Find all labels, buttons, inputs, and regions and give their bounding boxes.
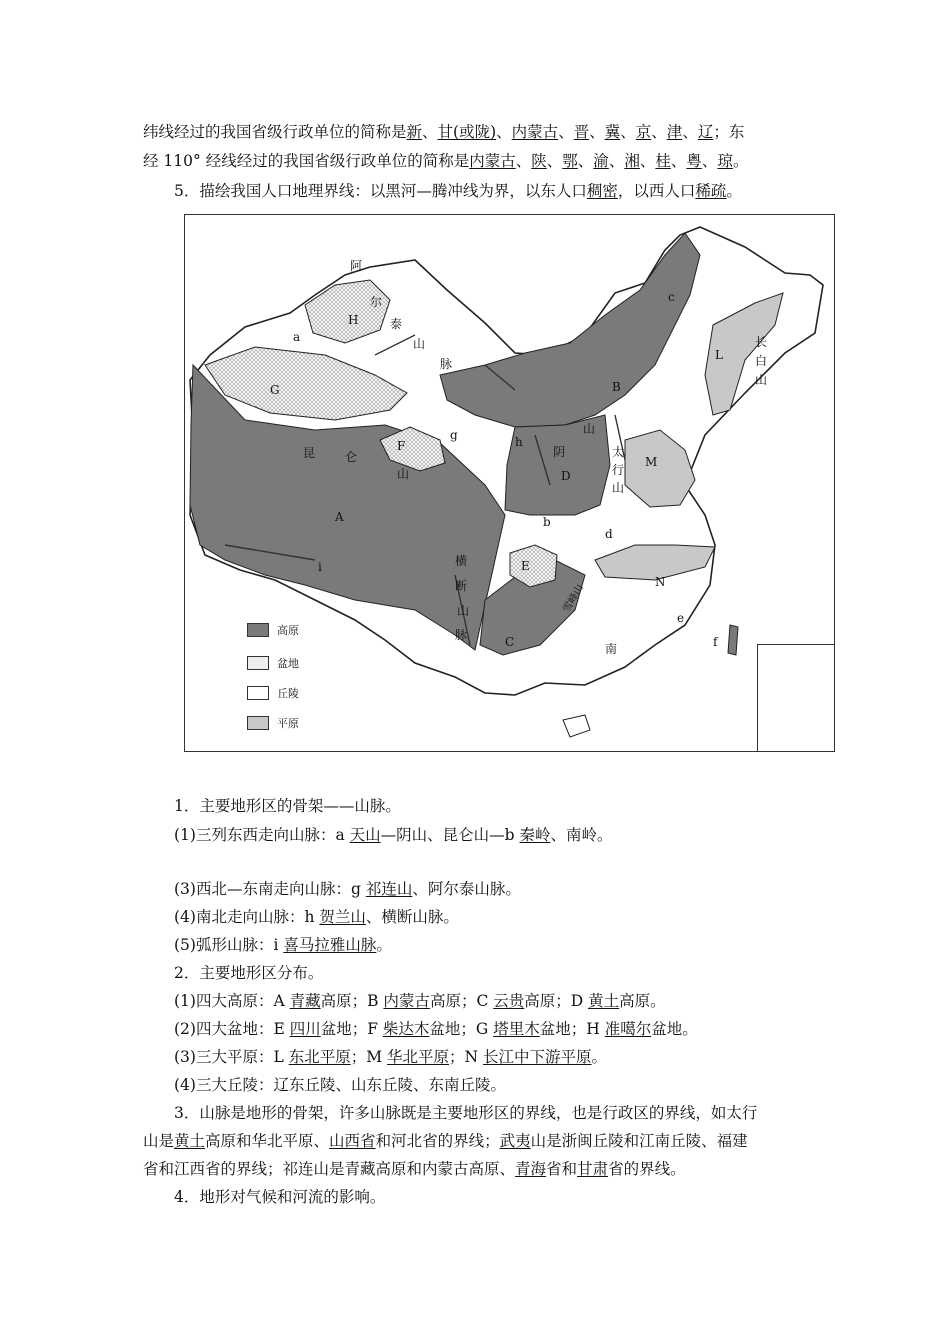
text: 和河北省的界线；: [375, 1132, 500, 1150]
label-b: b: [543, 515, 551, 529]
answer: 天山: [349, 826, 381, 844]
label-taihang: 山: [612, 481, 625, 495]
answer: 桂: [655, 152, 671, 170]
label-kunlun: 仑: [345, 450, 358, 464]
list-l4: [174, 907, 459, 927]
answer: 长江中下游平原: [483, 1048, 592, 1066]
answer: 内蒙古: [383, 992, 430, 1010]
label-g: g: [450, 428, 458, 442]
text: 高原；B: [320, 992, 384, 1010]
label-kunlun: 昆: [303, 446, 316, 460]
answer: 陕: [531, 152, 547, 170]
answer: 津: [666, 123, 683, 141]
text-line-1: 纬线经过的我国省级行政单位的简称是新、甘(或陇)、内蒙古、晋、冀、京、津、辽；东: [143, 123, 745, 141]
label-E: E: [521, 559, 530, 573]
text: (3)三大平原：L: [174, 1048, 289, 1066]
text: 高原。: [619, 992, 666, 1010]
text: (1)三列东西走向山脉：a: [174, 826, 350, 844]
answer: 冀: [604, 123, 621, 141]
label-G: G: [270, 383, 280, 397]
list-l3: [174, 879, 521, 899]
text: 省和: [546, 1160, 578, 1178]
answer: 湘: [624, 152, 640, 170]
text: 盆地。: [651, 1020, 698, 1038]
text: 。: [726, 182, 742, 200]
label-D: D: [561, 469, 571, 483]
answer: 山西省: [329, 1132, 376, 1150]
list-p4: (4)三大丘陵：辽东丘陵、山东丘陵、东南丘陵。: [174, 1076, 506, 1094]
label-c: c: [668, 290, 675, 304]
text: (3)西北—东南走向山脉：g: [174, 880, 366, 898]
text: 经 110° 经线经过的我国省级行政单位的简称是: [143, 152, 470, 170]
text: 纬线经过的我国省级行政单位的简称是: [143, 123, 407, 141]
label-N: N: [655, 575, 666, 589]
label-nanling: 南: [605, 642, 618, 656]
label-altai: 山: [413, 337, 426, 351]
answer: 渝: [593, 152, 609, 170]
answer: 辽: [697, 123, 714, 141]
text: 、阿尔泰山脉。: [412, 880, 521, 898]
label-hengduan: 断: [455, 579, 468, 593]
legend-basin: [247, 655, 299, 671]
text: 省和江西省的界线；祁连山是青藏高原和内蒙古高原、: [143, 1160, 516, 1178]
answer: 内蒙古: [469, 152, 516, 170]
label-altai: 泰: [390, 317, 403, 331]
text: 高原；D: [524, 992, 589, 1010]
answer: 华北平原: [387, 1048, 450, 1066]
answer: 贺兰山: [319, 908, 366, 926]
list-l1: [174, 825, 613, 845]
label-M: M: [645, 455, 658, 469]
label-d: d: [605, 527, 613, 541]
answer: 粤: [686, 152, 702, 170]
answer: 鄂: [562, 152, 578, 170]
taiwan: [728, 625, 738, 655]
label-B: B: [612, 380, 621, 394]
list-p2: [174, 1019, 698, 1039]
text: (5)弧形山脉：i: [174, 936, 284, 954]
text: 高原和华北平原、: [205, 1132, 330, 1150]
text: ；M: [350, 1048, 388, 1066]
answer: 甘肃: [577, 1160, 609, 1178]
legend-swatch: [247, 686, 269, 700]
answer: 东北平原: [288, 1048, 351, 1066]
text: 盆地；F: [320, 1020, 383, 1038]
answer: 甘(或陇): [437, 123, 497, 141]
legend-hill: [247, 685, 299, 701]
legend-swatch: [247, 716, 269, 730]
list-l5: [174, 935, 392, 955]
text: 高原；C: [429, 992, 494, 1010]
label-altai: 阿: [350, 259, 363, 273]
answer: 内蒙古: [511, 123, 559, 141]
legend-swatch: [247, 656, 269, 670]
label-f: f: [713, 635, 718, 649]
answer: 青海: [515, 1160, 547, 1178]
text: —阴山、昆仑山—b: [380, 826, 520, 844]
text: (2)四大盆地：E: [174, 1020, 290, 1038]
text: ；东: [713, 123, 745, 141]
label-changbai: 白: [755, 354, 768, 368]
text: 省的界线。: [608, 1160, 686, 1178]
label-altai: 尔: [370, 295, 383, 309]
answer: 稀疏: [695, 182, 727, 200]
text: (1)四大高原：A: [174, 992, 290, 1010]
answer: 四川: [289, 1020, 321, 1038]
text-line-2: 经 110° 经线经过的我国省级行政单位的简称是内蒙古、陕、鄂、渝、湘、桂、粤、琼。: [143, 152, 749, 170]
answer: 喜马拉雅山脉: [283, 936, 377, 954]
text: 。: [732, 152, 749, 170]
label-a: a: [293, 330, 301, 344]
legend-label: 高原: [277, 624, 299, 637]
list-h2: 2．主要地形区分布。: [174, 964, 324, 982]
list-h3-line2: [143, 1131, 748, 1151]
answer: 柴达木: [382, 1020, 430, 1038]
answer: 黄土: [588, 992, 620, 1010]
text: 5．描绘我国人口地理界线：以黑河—腾冲线为界，以东人口: [174, 182, 587, 200]
label-taihang: 行: [612, 463, 625, 477]
list-p1: [174, 991, 666, 1011]
list-h3-line1: 3．山脉是地形的骨架，许多山脉既是主要地形区的界线，也是行政区的界线，如太行: [174, 1104, 758, 1122]
text: ；N: [449, 1048, 484, 1066]
text: ，以西人口: [617, 182, 696, 200]
label-H: H: [348, 313, 359, 327]
answer: 新: [406, 123, 423, 141]
legend-plain: [247, 715, 299, 731]
label-hengduan: 山: [457, 604, 470, 618]
text: 、南岭。: [550, 826, 613, 844]
text-line-3: [174, 181, 742, 201]
label-changbai: 山: [755, 373, 768, 387]
label-changbai: 长: [755, 335, 768, 349]
text: (4)南北走向山脉：h: [174, 908, 320, 926]
label-f-shan: 山: [397, 467, 410, 481]
answer: 云贵: [493, 992, 525, 1010]
answer: 武夷: [499, 1132, 531, 1150]
answer: 祁连山: [365, 880, 413, 898]
legend-label: 盆地: [277, 657, 299, 670]
south-china-sea-inset: [757, 644, 834, 751]
list-h4: 4．地形对气候和河流的影响。: [174, 1188, 386, 1206]
text: 。: [376, 936, 392, 954]
answer: 塔里木: [493, 1020, 540, 1038]
list-h1: 1．主要地形区的骨架——山脉。: [174, 797, 401, 815]
label-i: i: [318, 560, 322, 574]
legend-swatch: [247, 623, 269, 637]
list-h3-line3: [143, 1159, 686, 1179]
label-hengduan: 脉: [455, 628, 468, 642]
label-h: h: [515, 435, 523, 449]
answer: 晋: [573, 123, 590, 141]
label-taihang: 太: [612, 445, 625, 459]
legend-label: 平原: [277, 717, 299, 730]
answer: 黄土: [174, 1132, 206, 1150]
label-C: C: [505, 635, 515, 649]
text: 盆地；G: [429, 1020, 494, 1038]
legend-label: 丘陵: [277, 687, 299, 700]
answer: 准噶尔: [604, 1020, 652, 1038]
label-L: L: [715, 348, 723, 362]
text: 盆地；H: [539, 1020, 605, 1038]
answer: 秦岭: [519, 826, 551, 844]
label-F: F: [397, 439, 406, 453]
label-hengduan: 横: [455, 554, 468, 568]
list-p3: [174, 1047, 607, 1067]
text: 山是: [143, 1132, 175, 1150]
answer: 京: [635, 123, 652, 141]
label-xuefeng: 雪峰山: [561, 582, 586, 615]
text: 、横断山脉。: [365, 908, 459, 926]
answer: 青藏: [289, 992, 321, 1010]
text: 山是浙闽丘陵和江南丘陵、福建: [530, 1132, 748, 1150]
text: 。: [591, 1048, 608, 1066]
hainan: [563, 715, 590, 737]
terrain-map: [184, 214, 835, 752]
label-e: e: [677, 611, 685, 625]
label-A: A: [335, 510, 344, 524]
answer: 稠密: [586, 182, 618, 200]
legend-plateau: [247, 622, 299, 638]
label-yinshan: 山: [583, 422, 596, 436]
answer: 琼: [717, 152, 733, 170]
label-yinshan: 阴: [553, 445, 566, 459]
label-altai: 脉: [440, 357, 453, 371]
